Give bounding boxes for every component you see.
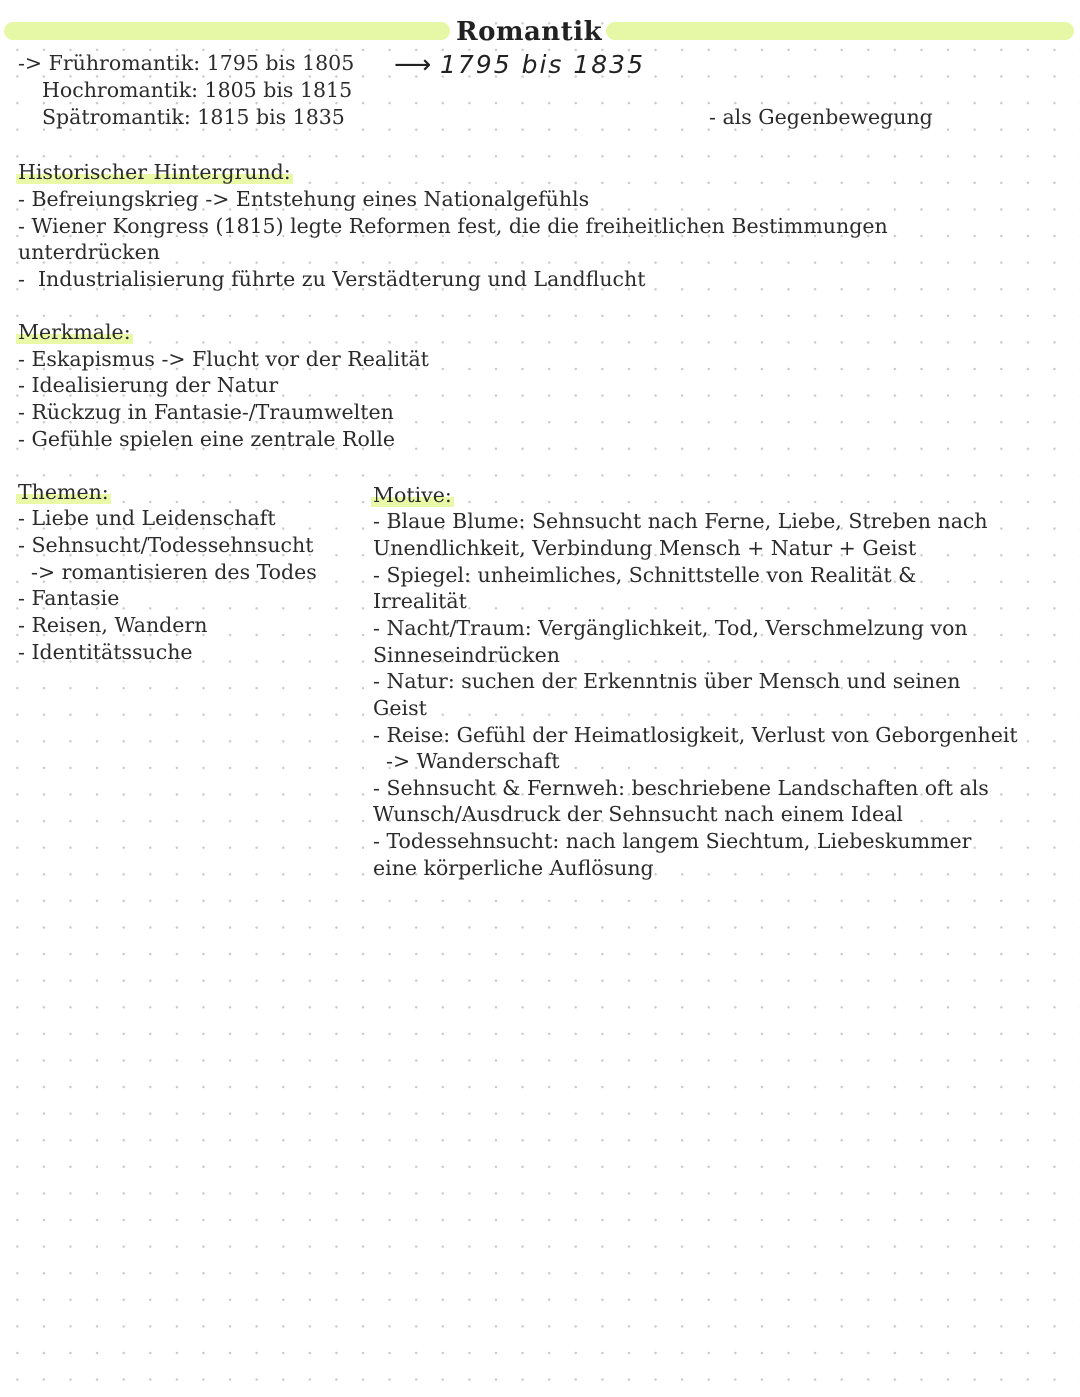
motive-heading: Motive: [373,483,452,507]
title-highlight-right [606,22,1074,40]
motive-line-8: Geist [373,696,427,720]
motive-line-11: - Sehnsucht & Fernweh: beschriebene Landschaften oft als [373,776,989,800]
merkmale-line-3: - Rückzug in Fantasie-/Traumwelten [18,400,394,424]
hintergrund-line-2: - Wiener Kongress (1815) legte Reformen fest, die die freiheitlichen Bestimmungen [18,214,888,238]
motive-line-13: - Todessehnsucht: nach langem Siechtum, Liebeskummer [373,829,972,853]
motive-line-14: eine körperliche Auflösung [373,856,654,880]
motive-line-2: Unendlichkeit, Verbindung Mensch + Natur + Geist [373,536,917,560]
themen-line-2: - Sehnsucht/Todessehnsucht [18,533,314,557]
merkmale-line-1: - Eskapismus -> Flucht vor der Realität [18,347,429,371]
motive-line-3: - Spiegel: unheimliches, Schnittstelle von Realität & [373,563,917,587]
handwritten-range: 1795 bis 1835 [440,50,645,79]
motive-line-1: - Blaue Blume: Sehnsucht nach Ferne, Liebe, Streben nach [373,509,988,533]
motive-line-7: - Natur: suchen der Erkenntnis über Mensch und seinen [373,669,961,693]
hintergrund-heading: Historischer Hintergrund: [18,160,291,184]
hintergrund-line-4: - Industrialisierung führte zu Verstädterung und Landflucht [18,267,646,291]
hintergrund-line-1: - Befreiungskrieg -> Entstehung eines Nationalgefühls [18,187,590,211]
themen-line-5: - Reisen, Wandern [18,613,208,637]
epoch-line-2: Hochromantik: 1805 bis 1815 [42,78,353,102]
epoch-line-1: -> Frühromantik: 1795 bis 1805 [18,51,355,75]
merkmale-heading: Merkmale: [18,320,131,344]
page-title: Romantik [456,17,603,47]
merkmale-line-2: - Idealisierung der Natur [18,373,279,397]
merkmale-line-4: - Gefühle spielen eine zentrale Rolle [18,427,396,451]
motive-line-5: - Nacht/Traum: Vergänglichkeit, Tod, Verschmelzung von [373,616,968,640]
title-highlight-left [4,22,450,40]
arrow-right-icon: ⟶ [394,50,432,80]
motive-line-6: Sinneseindrücken [373,643,560,667]
themen-line-4: - Fantasie [18,586,120,610]
motive-line-10: -> Wanderschaft [373,749,560,773]
themen-line-1: - Liebe und Leidenschaft [18,506,276,530]
hintergrund-line-3: unterdrücken [18,240,160,264]
themen-line-3: -> romantisieren des Todes [18,560,317,584]
epoch-line-3: Spätromantik: 1815 bis 1835 [42,105,345,129]
themen-heading: Themen: [18,480,109,504]
themen-line-6: - Identitätssuche [18,640,193,664]
motive-line-9: - Reise: Gefühl der Heimatlosigkeit, Verlust von Geborgenheit [373,723,1018,747]
gegenbewegung-note: - als Gegenbewegung [709,105,933,129]
motive-line-12: Wunsch/Ausdruck der Sehnsucht nach einem Ideal [373,802,903,826]
motive-line-4: Irrealität [373,589,467,613]
